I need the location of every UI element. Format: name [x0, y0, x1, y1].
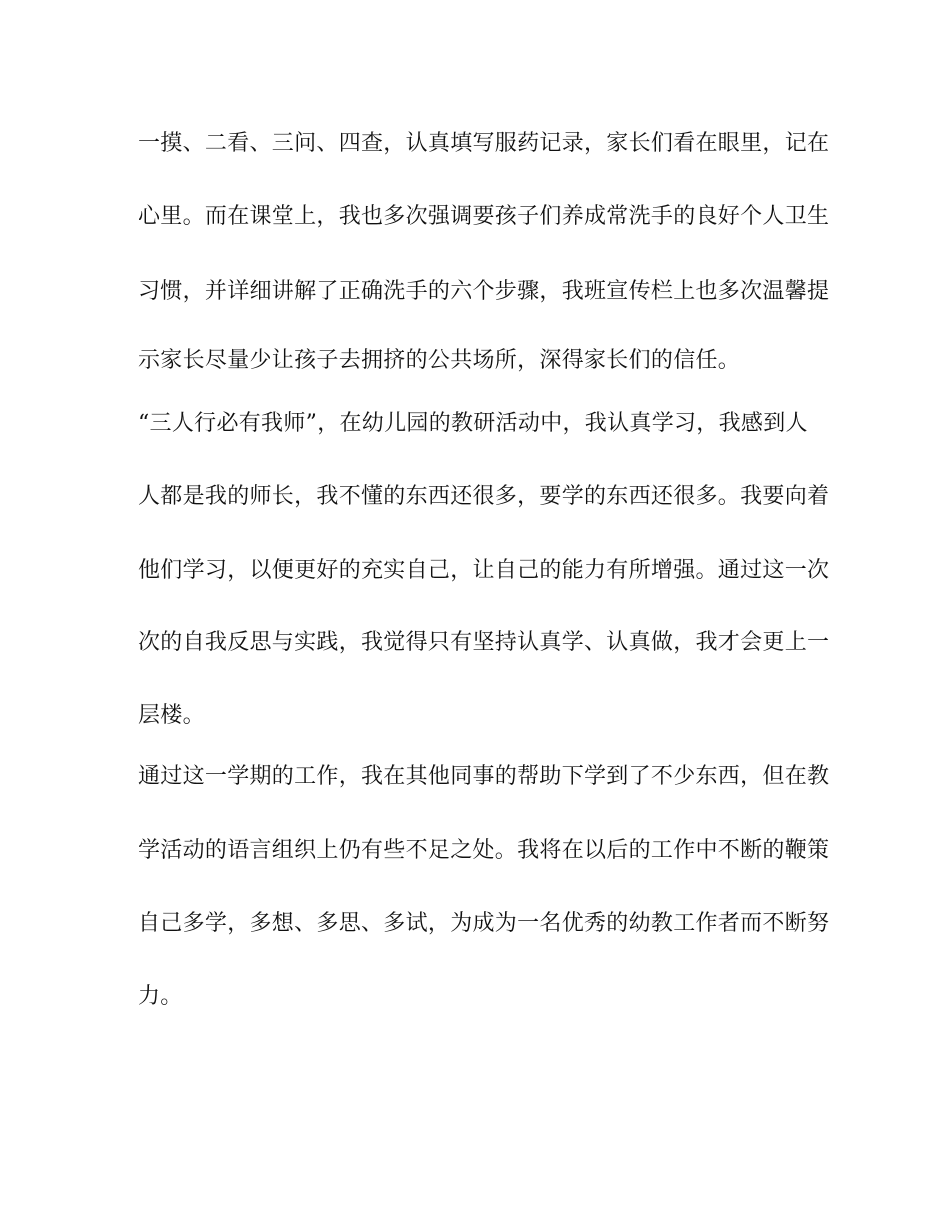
text-line: “三人行必有我师”，在幼儿园的教研活动中，我认真学习，我感到人 [138, 411, 808, 436]
text-line: 示家长尽量少让孩子去拥挤的公共场所，深得家长们的信任。 [138, 348, 741, 373]
text-line: 人都是我的师长，我不懂的东西还很多，要学的东西还很多。我要向着 [138, 484, 830, 509]
text-line: 通过这一学期的工作，我在其他同事的帮助下学到了不少东西，但在教 [138, 764, 830, 789]
text-line: 力。 [138, 984, 183, 1009]
text-line: 心里。而在课堂上，我也多次强调要孩子们养成常洗手的良好个人卫生 [138, 204, 830, 229]
text-line: 次的自我反思与实践，我觉得只有坚持认真学、认真做，我才会更上一 [138, 630, 830, 655]
text-line: 自己多学，多想、多思、多试，为成为一名优秀的幼教工作者而不断努 [138, 911, 830, 936]
text-line: 学活动的语言组织上仍有些不足之处。我将在以后的工作中不断的鞭策 [138, 838, 830, 863]
text-line: 习惯，并详细讲解了正确洗手的六个步骤，我班宣传栏上也多次温馨提 [138, 279, 830, 304]
text-line: 层楼。 [138, 703, 205, 728]
text-line: 他们学习，以便更好的充实自己，让自己的能力有所增强。通过这一次 [138, 558, 830, 583]
text-line: 一摸、二看、三问、四查，认真填写服药记录，家长们看在眼里，记在 [138, 131, 830, 156]
